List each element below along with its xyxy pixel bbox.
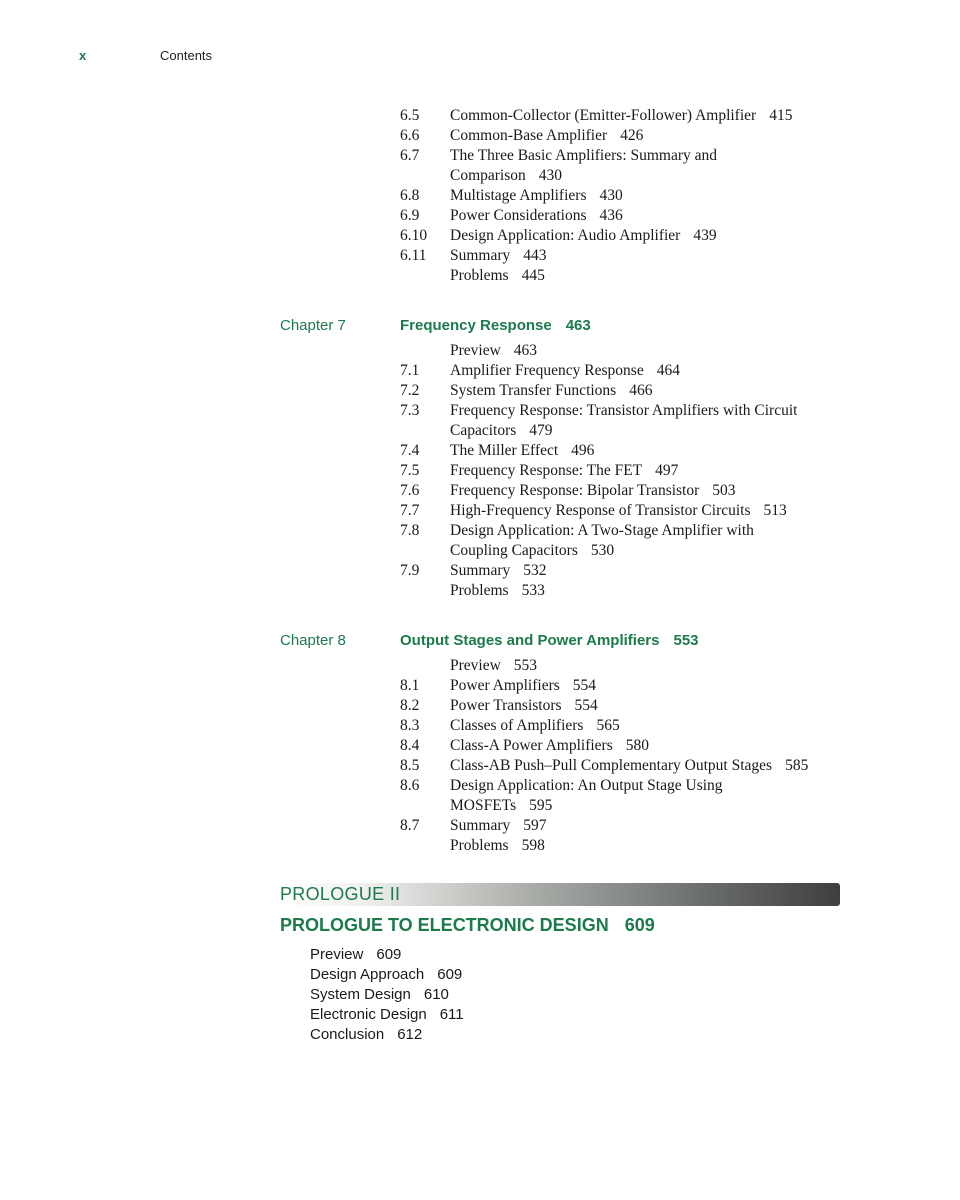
entry-title-line xyxy=(450,186,623,206)
entry-page: 415 xyxy=(769,107,793,124)
entry-page: 553 xyxy=(513,657,538,674)
prologue-entry[interactable] xyxy=(310,945,464,965)
entry-title-line xyxy=(450,816,547,836)
entry-title: Classes of Amplifiers xyxy=(450,717,584,734)
toc-entry[interactable] xyxy=(0,716,960,736)
entry-title-line xyxy=(450,541,614,561)
entry-title-line xyxy=(450,246,547,266)
entry-title: Class-A Power Amplifiers xyxy=(450,737,613,754)
page-number: x xyxy=(79,48,87,63)
prologue-title: PROLOGUE TO ELECTRONIC DESIGN xyxy=(280,915,609,935)
entry-title-line xyxy=(450,206,623,226)
toc-entry[interactable] xyxy=(0,341,960,361)
section-number: 8.2 xyxy=(400,697,420,714)
entry-title: Common-Collector (Emitter-Follower) Amplifier xyxy=(450,107,757,124)
prologue-label: PROLOGUE II xyxy=(280,884,401,904)
prologue-title-line[interactable] xyxy=(280,914,655,936)
chapter-7-page: 463 xyxy=(565,317,591,334)
entry-page: 426 xyxy=(620,127,644,144)
toc-entry[interactable] xyxy=(0,441,960,461)
chapter-8-entry-list xyxy=(0,656,960,856)
chapter-8-title-line[interactable] xyxy=(400,631,699,651)
entry-title-line xyxy=(450,266,545,286)
chapter-7-heading[interactable] xyxy=(0,316,960,336)
toc-entry[interactable] xyxy=(0,501,960,521)
entry-title-line xyxy=(450,481,736,501)
toc-entry[interactable] xyxy=(0,266,960,286)
prologue-page: 609 xyxy=(624,915,655,935)
entry-page: 580 xyxy=(625,737,649,754)
prologue-entry[interactable] xyxy=(310,985,464,1005)
entry-title-line xyxy=(450,226,717,246)
entry-title-line xyxy=(450,696,598,716)
entry-title-line xyxy=(450,401,797,421)
section-number: 6.7 xyxy=(400,147,420,164)
entry-page: 497 xyxy=(655,462,679,479)
entry-title: The Miller Effect xyxy=(450,442,559,459)
section-number: 7.5 xyxy=(400,462,420,479)
section-number: 7.9 xyxy=(400,562,420,579)
entry-page: 595 xyxy=(529,797,553,814)
chapter-8-title: Output Stages and Power Amplifiers xyxy=(400,632,660,649)
toc-entry[interactable] xyxy=(0,186,960,206)
section-number: 6.6 xyxy=(400,127,420,144)
entry-page: 443 xyxy=(523,247,547,264)
toc-entry[interactable] xyxy=(0,796,960,816)
entry-title: Design Application: A Two-Stage Amplifier with xyxy=(450,522,754,539)
entry-title-line xyxy=(450,756,808,776)
prologue-entry[interactable] xyxy=(310,965,464,985)
section-number: 6.10 xyxy=(400,227,428,244)
entry-title: Electronic Design xyxy=(310,1006,427,1023)
entry-page: 464 xyxy=(656,362,680,379)
toc-entry[interactable] xyxy=(0,206,960,226)
entry-title-line xyxy=(450,106,792,126)
entry-title: Preview xyxy=(450,657,501,674)
entry-title: Conclusion xyxy=(310,1026,385,1043)
entry-page: 585 xyxy=(785,757,809,774)
toc-entry xyxy=(0,521,960,541)
entry-title: Capacitors xyxy=(450,422,517,439)
section-number: 7.7 xyxy=(400,502,420,519)
toc-entry[interactable] xyxy=(0,676,960,696)
entry-page: 445 xyxy=(521,267,545,284)
entry-title: The Three Basic Amplifiers: Summary and xyxy=(450,147,718,164)
entry-page: 554 xyxy=(574,697,598,714)
section-number: 6.5 xyxy=(400,107,420,124)
entry-title-line xyxy=(450,461,678,481)
section-number: 8.7 xyxy=(400,817,420,834)
entry-title: System Transfer Functions xyxy=(450,382,617,399)
toc-entry[interactable] xyxy=(0,421,960,441)
entry-title-line xyxy=(450,381,652,401)
toc-entry[interactable] xyxy=(0,736,960,756)
section-number: 7.6 xyxy=(400,482,420,499)
entry-page: 430 xyxy=(538,167,563,184)
entry-page: 612 xyxy=(397,1026,423,1043)
section-number: 6.11 xyxy=(400,247,427,264)
entry-title-line xyxy=(450,126,643,146)
entry-title: Power Considerations xyxy=(450,207,587,224)
entry-title-line xyxy=(450,146,717,166)
entry-title-line xyxy=(450,421,553,441)
entry-page: 597 xyxy=(523,817,547,834)
entry-title: High-Frequency Response of Transistor Circuits xyxy=(450,502,751,519)
entry-title: MOSFETs xyxy=(450,797,517,814)
entry-title: Comparison xyxy=(450,167,526,184)
entry-page: 436 xyxy=(599,207,623,224)
section-number: 8.4 xyxy=(400,737,420,754)
entry-title-line xyxy=(450,441,594,461)
entry-title-line xyxy=(450,676,596,696)
entry-title: Frequency Response: The FET xyxy=(450,462,643,479)
entry-title-line xyxy=(450,341,537,361)
entry-page: 611 xyxy=(439,1006,464,1023)
toc-entry[interactable] xyxy=(0,461,960,481)
toc-entry[interactable] xyxy=(0,581,960,601)
chapter-8-label: Chapter 8 xyxy=(280,632,346,649)
entry-title: Summary xyxy=(450,562,511,579)
prologue-entry-list xyxy=(310,945,464,1045)
entry-page: 610 xyxy=(423,986,449,1003)
entry-title-line xyxy=(450,716,620,736)
section-number: 7.4 xyxy=(400,442,420,459)
entry-title-line xyxy=(450,736,649,756)
toc-entry[interactable] xyxy=(0,381,960,401)
entry-title: Problems xyxy=(450,267,509,284)
entry-title-line xyxy=(450,776,723,796)
entry-page: 496 xyxy=(571,442,595,459)
entry-title: System Design xyxy=(310,986,411,1003)
entry-title: Multistage Amplifiers xyxy=(450,187,587,204)
chapter-6-continued-list xyxy=(0,106,960,286)
entry-page: 513 xyxy=(763,502,787,519)
entry-title-line xyxy=(450,166,562,186)
section-number: 6.9 xyxy=(400,207,420,224)
entry-title-line xyxy=(450,501,787,521)
entry-title: Summary xyxy=(450,247,511,264)
toc-entry[interactable] xyxy=(0,561,960,581)
section-number: 6.8 xyxy=(400,187,420,204)
chapter-7-entry-list xyxy=(0,341,960,601)
entry-title: Power Amplifiers xyxy=(450,677,560,694)
section-number: 7.8 xyxy=(400,522,420,539)
entry-title: Class-AB Push–Pull Complementary Output Stages xyxy=(450,757,773,774)
section-name: Contents xyxy=(160,48,213,63)
entry-title: Coupling Capacitors xyxy=(450,542,578,559)
toc-entry[interactable] xyxy=(0,541,960,561)
entry-title: Problems xyxy=(450,837,509,854)
toc-entry[interactable] xyxy=(0,106,960,126)
entry-page: 439 xyxy=(693,227,717,244)
toc-entry[interactable] xyxy=(0,836,960,856)
toc-entry[interactable] xyxy=(0,656,960,676)
entry-page: 609 xyxy=(376,946,402,963)
prologue-entry[interactable] xyxy=(310,1025,464,1045)
entry-title: Preview xyxy=(450,342,501,359)
entry-page: 554 xyxy=(572,677,597,694)
entry-page: 532 xyxy=(523,562,547,579)
entry-page: 530 xyxy=(590,542,615,559)
toc-entry[interactable] xyxy=(0,816,960,836)
entry-title: Design Approach xyxy=(310,966,425,983)
entry-page: 609 xyxy=(437,966,463,983)
entry-page: 430 xyxy=(599,187,623,204)
toc-entry[interactable] xyxy=(0,481,960,501)
chapter-7-title-line[interactable] xyxy=(400,316,591,336)
entry-page: 503 xyxy=(712,482,736,499)
entry-title: Design Application: Audio Amplifier xyxy=(450,227,681,244)
entry-title-line xyxy=(450,361,680,381)
toc-entry[interactable] xyxy=(0,756,960,776)
chapter-8-heading[interactable] xyxy=(0,631,960,651)
entry-title-line xyxy=(450,836,545,856)
entry-title: Frequency Response: Transistor Amplifiers with Circuit xyxy=(450,402,798,419)
section-number: 7.2 xyxy=(400,382,420,399)
entry-title: Problems xyxy=(450,582,509,599)
running-head xyxy=(0,48,960,66)
prologue-entry[interactable] xyxy=(310,1005,464,1025)
section-number: 8.6 xyxy=(400,777,420,794)
section-number: 7.1 xyxy=(400,362,420,379)
entry-title: Power Transistors xyxy=(450,697,562,714)
entry-title: Frequency Response: Bipolar Transistor xyxy=(450,482,700,499)
chapter-7-label: Chapter 7 xyxy=(280,317,346,334)
toc-entry[interactable] xyxy=(0,166,960,186)
toc-entry xyxy=(0,146,960,166)
toc-entry xyxy=(0,776,960,796)
section-number: 8.5 xyxy=(400,757,420,774)
toc-entry xyxy=(0,401,960,421)
entry-title-line xyxy=(450,796,552,816)
entry-title: Summary xyxy=(450,817,511,834)
entry-page: 466 xyxy=(629,382,653,399)
entry-title-line xyxy=(450,561,547,581)
entry-page: 479 xyxy=(529,422,553,439)
entry-title-line xyxy=(450,581,545,601)
entry-page: 463 xyxy=(513,342,538,359)
entry-page: 533 xyxy=(521,582,545,599)
toc-entry[interactable] xyxy=(0,361,960,381)
entry-page: 565 xyxy=(596,717,620,734)
toc-entry[interactable] xyxy=(0,126,960,146)
toc-entry[interactable] xyxy=(0,226,960,246)
entry-title-line xyxy=(450,521,754,541)
entry-title-line xyxy=(450,656,537,676)
entry-page: 598 xyxy=(521,837,545,854)
chapter-8-page: 553 xyxy=(673,632,699,649)
toc-entry[interactable] xyxy=(0,696,960,716)
section-number: 8.3 xyxy=(400,717,420,734)
entry-title: Amplifier Frequency Response xyxy=(450,362,644,379)
section-number: 7.3 xyxy=(400,402,420,419)
chapter-7-title: Frequency Response xyxy=(400,317,552,334)
section-number: 8.1 xyxy=(400,677,420,694)
entry-title: Common-Base Amplifier xyxy=(450,127,608,144)
entry-title: Preview xyxy=(310,946,364,963)
toc-entry[interactable] xyxy=(0,246,960,266)
entry-title: Design Application: An Output Stage Using xyxy=(450,777,723,794)
